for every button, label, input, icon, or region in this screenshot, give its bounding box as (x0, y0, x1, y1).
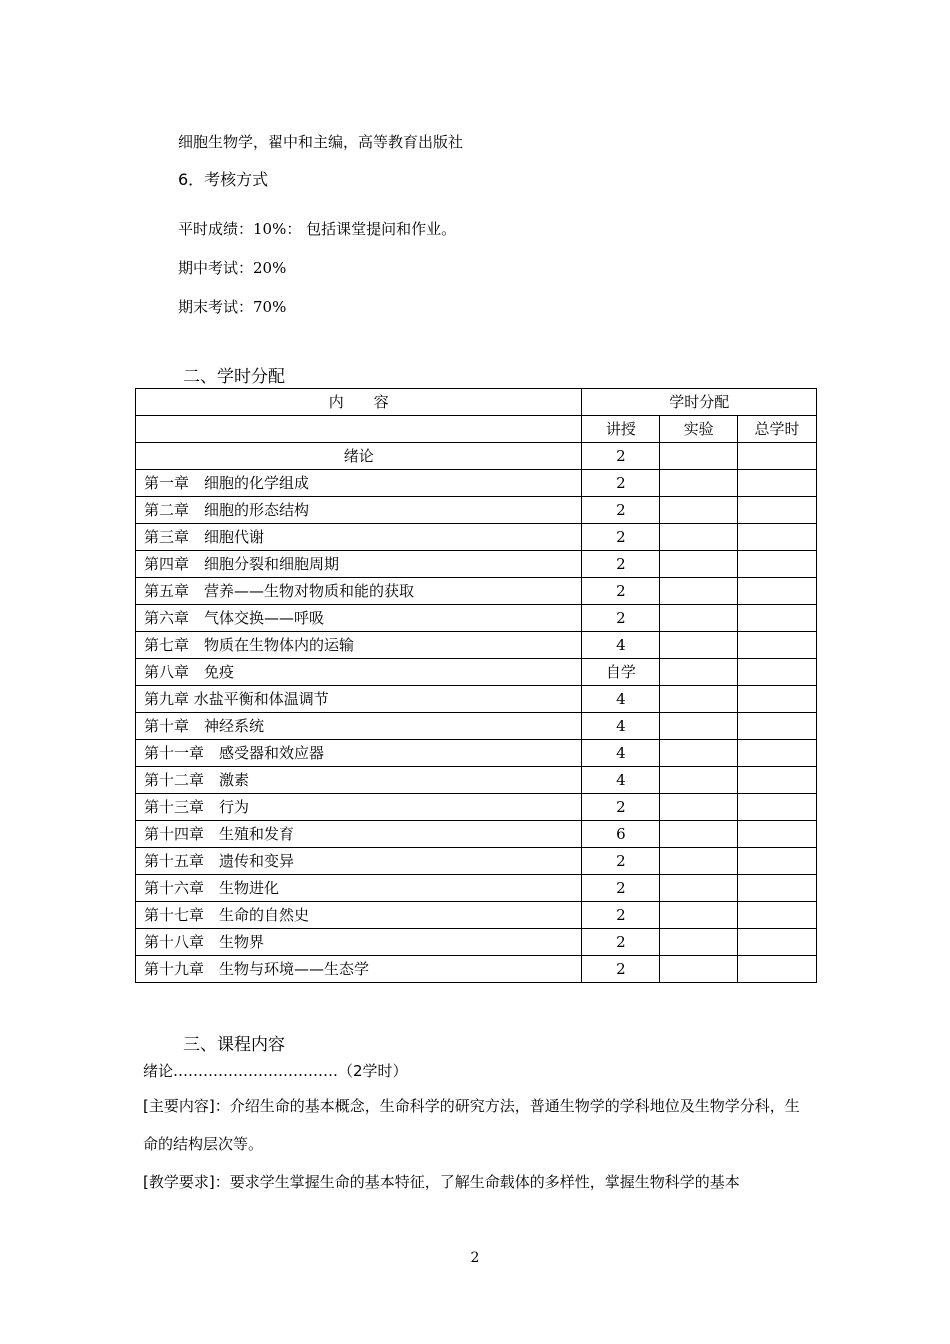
intro-title: 绪论……………………………（2学时） (143, 1062, 408, 1080)
row-total (738, 956, 817, 983)
row-total (738, 848, 817, 875)
row-lecture: 4 (582, 686, 660, 713)
teaching-requirements-text: ：要求学生掌握生命的基本特征，了解生命载体的多样性，掌握生物科学的基本 (214, 1173, 740, 1191)
row-lab (660, 713, 738, 740)
table-row (136, 551, 817, 578)
row-lecture: 2 (582, 956, 660, 983)
hours-allocation-table (135, 388, 817, 983)
row-total (738, 902, 817, 929)
table-row (136, 659, 817, 686)
row-name: 第十七章 生命的自然史 (136, 902, 582, 929)
row-total (738, 470, 817, 497)
row-lab (660, 659, 738, 686)
row-lecture: 2 (582, 875, 660, 902)
assessment-item-midterm: 期中考试：20% (178, 259, 287, 277)
row-lecture: 2 (582, 497, 660, 524)
row-lecture: 2 (582, 551, 660, 578)
assessment-item-regular: 平时成绩：10%： 包括课堂提问和作业。 (178, 220, 457, 238)
row-total (738, 686, 817, 713)
row-lab (660, 875, 738, 902)
row-total (738, 821, 817, 848)
row-lab (660, 443, 738, 470)
row-name: 第二章 细胞的形态结构 (136, 497, 582, 524)
table-subheader-row (136, 416, 817, 443)
row-name: 绪论 (136, 443, 582, 470)
row-total (738, 794, 817, 821)
section3-heading: 三、课程内容 (183, 1035, 285, 1055)
main-content-label: [主要内容] (143, 1097, 215, 1115)
page-number: 2 (470, 1250, 480, 1266)
row-lab (660, 632, 738, 659)
table-row (136, 470, 817, 497)
row-total (738, 713, 817, 740)
row-lecture: 4 (582, 713, 660, 740)
row-lecture: 4 (582, 740, 660, 767)
table-row (136, 929, 817, 956)
row-total (738, 605, 817, 632)
row-lab (660, 497, 738, 524)
row-name: 第十一章 感受器和效应器 (136, 740, 582, 767)
row-lecture: 6 (582, 821, 660, 848)
row-lecture: 4 (582, 632, 660, 659)
table-row (136, 578, 817, 605)
subheader-lab: 实验 (660, 416, 738, 443)
row-name: 第十四章 生殖和发育 (136, 821, 582, 848)
table-row (136, 902, 817, 929)
assessment-item-final: 期末考试：70% (178, 298, 287, 316)
row-name: 第六章 气体交换——呼吸 (136, 605, 582, 632)
table-row (136, 848, 817, 875)
row-total (738, 551, 817, 578)
row-name: 第十六章 生物进化 (136, 875, 582, 902)
row-lecture: 2 (582, 578, 660, 605)
subheader-total: 总学时 (738, 416, 817, 443)
header-alloc: 学时分配 (582, 389, 817, 416)
row-total (738, 659, 817, 686)
row-lab (660, 821, 738, 848)
row-lecture: 2 (582, 524, 660, 551)
row-lecture: 2 (582, 848, 660, 875)
teaching-requirements-label: [教学要求] (143, 1173, 215, 1191)
table-row (136, 605, 817, 632)
row-lab (660, 956, 738, 983)
row-name: 第三章 细胞代谢 (136, 524, 582, 551)
table-row (136, 821, 817, 848)
table-row (136, 686, 817, 713)
row-total (738, 740, 817, 767)
row-total (738, 443, 817, 470)
row-name: 第七章 物质在生物体内的运输 (136, 632, 582, 659)
teaching-requirements-paragraph (143, 1163, 813, 1201)
row-name: 第八章 免疫 (136, 659, 582, 686)
table-header-row (136, 389, 817, 416)
row-total (738, 929, 817, 956)
section2-heading: 二、学时分配 (183, 367, 285, 387)
main-content-text: ：介绍生命的基本概念，生命科学的研究方法，普通生物学的学科地位及生物学分科，生命的结构层次等。 (143, 1097, 800, 1153)
row-total (738, 497, 817, 524)
row-name: 第十五章 遗传和变异 (136, 848, 582, 875)
row-lecture: 2 (582, 902, 660, 929)
row-name: 第十三章 行为 (136, 794, 582, 821)
row-name: 第四章 细胞分裂和细胞周期 (136, 551, 582, 578)
table-row (136, 443, 817, 470)
row-lecture: 2 (582, 794, 660, 821)
row-lecture: 2 (582, 929, 660, 956)
row-lab (660, 470, 738, 497)
subheader-lecture: 讲授 (582, 416, 660, 443)
row-lecture: 2 (582, 470, 660, 497)
row-lab (660, 929, 738, 956)
row-total (738, 578, 817, 605)
subheader-empty (136, 416, 582, 443)
table-row (136, 875, 817, 902)
table-row (136, 740, 817, 767)
row-lab (660, 848, 738, 875)
table-row (136, 497, 817, 524)
table-row (136, 713, 817, 740)
row-total (738, 875, 817, 902)
row-total (738, 632, 817, 659)
row-name: 第十九章 生物与环境——生态学 (136, 956, 582, 983)
header-content: 内 容 (136, 389, 582, 416)
row-lab (660, 740, 738, 767)
row-lab (660, 578, 738, 605)
row-name: 第十章 神经系统 (136, 713, 582, 740)
table-row (136, 767, 817, 794)
row-lab (660, 524, 738, 551)
row-lab (660, 686, 738, 713)
table-row (136, 794, 817, 821)
table-row (136, 632, 817, 659)
assessment-heading: 6．考核方式 (178, 170, 269, 189)
table-row (136, 524, 817, 551)
row-lab (660, 902, 738, 929)
textbook-reference: 细胞生物学，翟中和主编，高等教育出版社 (178, 133, 464, 151)
row-lab (660, 794, 738, 821)
row-total (738, 767, 817, 794)
row-lab (660, 551, 738, 578)
row-name: 第五章 营养——生物对物质和能的获取 (136, 578, 582, 605)
row-total (738, 524, 817, 551)
row-lab (660, 605, 738, 632)
row-lecture: 2 (582, 605, 660, 632)
table-row (136, 956, 817, 983)
row-name: 第九章 水盐平衡和体温调节 (136, 686, 582, 713)
row-name: 第十二章 激素 (136, 767, 582, 794)
row-name: 第十八章 生物界 (136, 929, 582, 956)
row-lecture: 自学 (582, 659, 660, 686)
row-lecture: 4 (582, 767, 660, 794)
row-lab (660, 767, 738, 794)
main-content-paragraph (143, 1087, 813, 1163)
row-name: 第一章 细胞的化学组成 (136, 470, 582, 497)
row-lecture: 2 (582, 443, 660, 470)
